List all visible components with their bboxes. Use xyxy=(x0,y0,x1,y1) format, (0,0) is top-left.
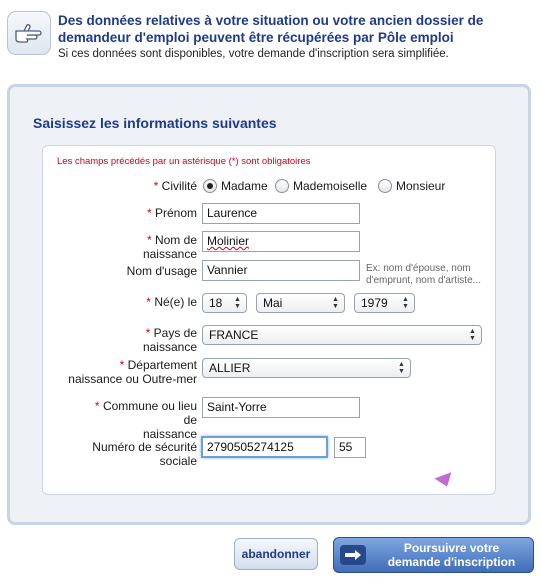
nom-usage-hint: Ex: nom d'épouse, nom d'emprunt, nom d'artiste... xyxy=(366,263,481,286)
prenom-input[interactable]: Laurence xyxy=(202,203,360,224)
secu-label: Numéro de sécurité sociale xyxy=(92,440,197,468)
arrow-right-icon xyxy=(340,545,366,565)
departement-label: * Département naissance ou Outre-mer xyxy=(68,358,197,386)
intro-subtitle: Si ces données sont disponibles, votre demande d'inscription sera simplifiée. xyxy=(58,48,449,60)
nom-usage-label: Nom d'usage xyxy=(126,264,197,278)
civilite-label: * Civilité xyxy=(153,179,197,193)
pointing-hand-icon xyxy=(7,11,51,55)
abandon-button[interactable]: abandonner xyxy=(234,538,318,570)
continue-button-label: Poursuivre votre demande d'inscription xyxy=(387,541,516,569)
select-arrows-icon: ▲ ▼ xyxy=(234,296,241,310)
departement-select[interactable]: ALLIER ▲ ▼ xyxy=(202,358,411,378)
civilite-option-monsieur: Monsieur xyxy=(396,179,446,193)
select-arrows-icon: ▲ ▼ xyxy=(398,361,405,375)
continue-registration-button[interactable] xyxy=(333,537,534,573)
nom-usage-input[interactable]: Vannier xyxy=(202,260,360,281)
commune-input[interactable]: Saint-Yorre xyxy=(202,397,360,418)
select-arrows-icon: ▲ ▼ xyxy=(332,296,339,310)
civilite-radio-madame[interactable] xyxy=(203,179,217,193)
pays-naissance-label: * Pays de naissance xyxy=(142,326,197,354)
civilite-radio-mademoiselle[interactable] xyxy=(275,179,289,193)
birth-month-select[interactable]: Mai ▲ ▼ xyxy=(256,293,345,313)
nom-naissance-input[interactable]: Molinier xyxy=(202,231,360,252)
select-arrows-icon: ▲ ▼ xyxy=(402,296,409,310)
birth-year-select[interactable]: 1979 ▲ ▼ xyxy=(354,293,415,313)
nom-naissance-label: * Nom de naissance xyxy=(142,233,197,261)
intro-title: Des données relatives à votre situation ou votre ancien dossier de demandeur d'emploi peuvent être récupérées par Pôle emploi xyxy=(58,13,484,45)
birth-day-select[interactable]: 18 ▲ ▼ xyxy=(202,293,247,313)
select-arrows-icon: ▲ ▼ xyxy=(469,328,476,342)
date-naissance-label: * Né(e) le xyxy=(146,295,197,309)
pays-naissance-select[interactable]: FRANCE ▲ ▼ xyxy=(202,325,482,345)
section-title: Saisissez les informations suivantes xyxy=(33,115,277,131)
commune-label: * Commune ou lieu de naissance xyxy=(94,399,197,441)
civilite-radio-monsieur[interactable] xyxy=(378,179,392,193)
civilite-option-mademoiselle: Mademoiselle xyxy=(293,179,368,193)
secu-number-input[interactable]: 2790505274125 xyxy=(201,436,328,458)
civilite-option-madame: Madame xyxy=(221,179,268,193)
prenom-label: * Prénom xyxy=(146,206,197,220)
required-fields-note: Les champs précédés par un astérisque (*) sont obligatoires xyxy=(57,156,311,167)
secu-key-input[interactable]: 55 xyxy=(334,437,366,458)
